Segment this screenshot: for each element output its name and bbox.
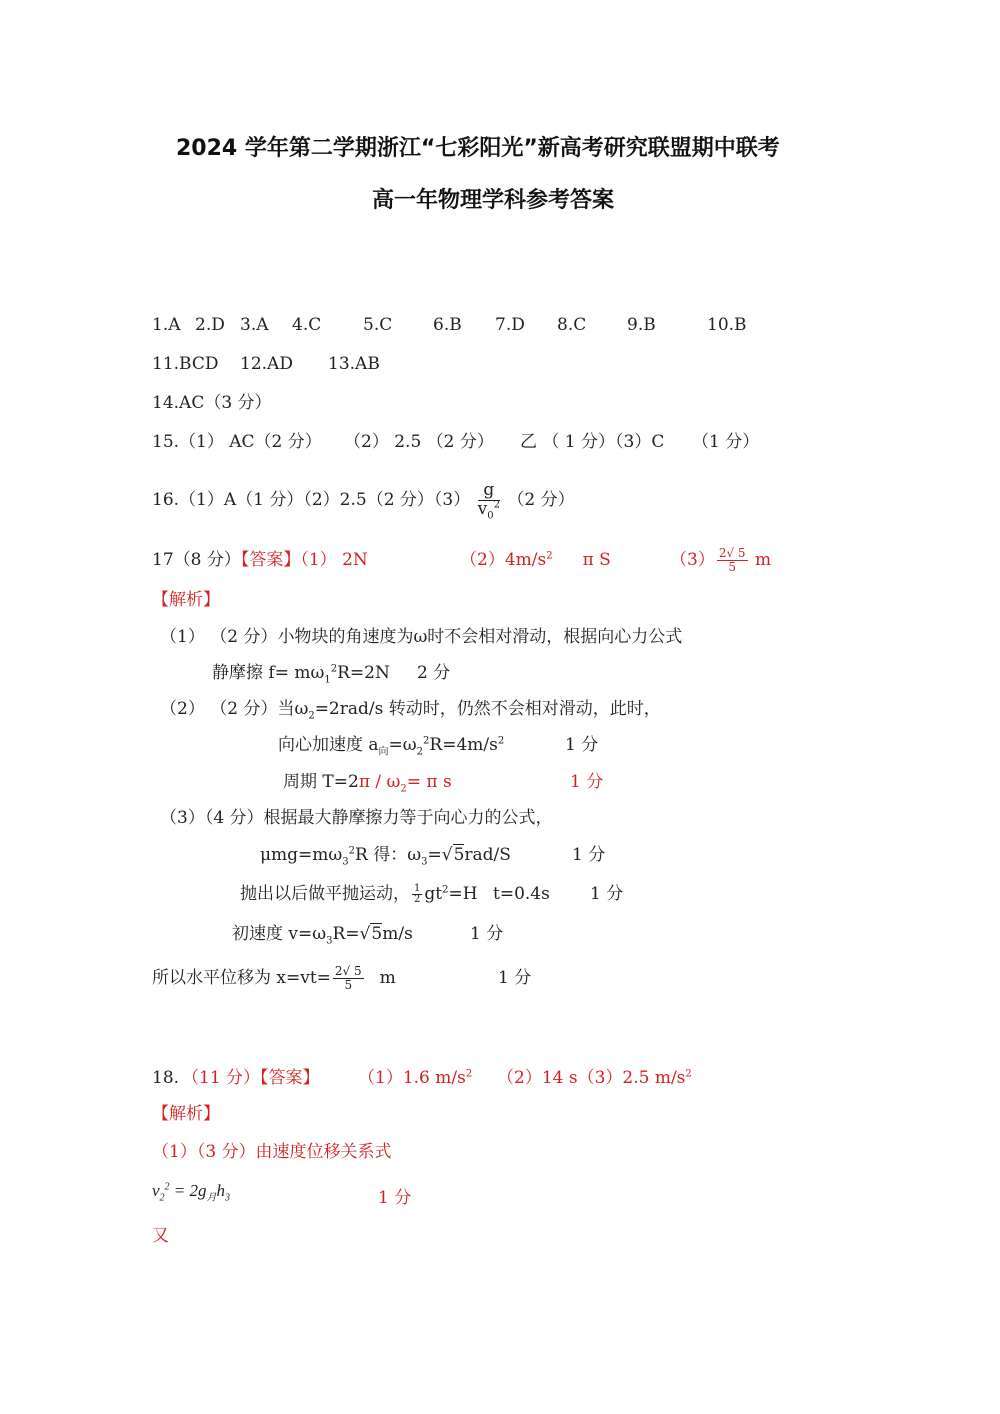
q17-a3-label: （3） (670, 550, 715, 570)
q17-a3-den: 5 (728, 560, 737, 574)
q18-answer-2 (497, 1070, 692, 1087)
mc-answer: 4.C (292, 315, 322, 335)
eq-text: m/s (382, 924, 413, 944)
frac-num: 2√ 5 (334, 964, 362, 979)
eq-text: = 2g (169, 1181, 207, 1200)
eq-text: gt (424, 884, 443, 904)
frac-den: 5 (344, 978, 353, 992)
eq-text-red: π / ω (358, 772, 401, 792)
eq-text: =ω (388, 735, 417, 755)
mc-answer: 9.B (627, 315, 656, 335)
mc-answer: 13.AB (328, 354, 380, 374)
mc-answer: 12.AD (240, 354, 293, 374)
title-line-2: 高一年物理学科参考答案 (372, 188, 615, 213)
q17-step-3-time: t=0.4s (493, 884, 550, 904)
eq-text: v (152, 1181, 160, 1200)
eq-text: R=2N (337, 663, 390, 683)
q17-step-2-eq-2 (283, 772, 452, 795)
q17-step-3-score-2: 1 分 (590, 884, 624, 904)
eq-unit: m (379, 968, 396, 988)
eq-text: R=4m/s (429, 735, 498, 755)
q16-frac-den: v (477, 499, 488, 519)
eq-sub: 2 (400, 783, 407, 795)
eq-sub: 2 (416, 746, 424, 758)
q17-a3-fraction (717, 547, 748, 573)
eq-text: h (216, 1181, 226, 1200)
q17-head: 17（8 分） (152, 550, 241, 570)
mc-answer: 7.D (495, 315, 525, 335)
eq-sup: 2 (497, 735, 505, 747)
mc-answer: 8.C (557, 315, 587, 335)
q17-step-2-score-2: 1 分 (570, 772, 604, 792)
eq-text: =H (448, 884, 478, 904)
eq-sub: 3 (225, 1192, 231, 1204)
q16-frac-num: g (478, 482, 500, 501)
mc-answer: 6.B (433, 315, 462, 335)
displacement-fraction (333, 965, 364, 991)
q17-answer-1: （1） 2N (300, 550, 368, 570)
mc-answer: 5.C (363, 315, 393, 335)
q17-a2-post: π S (582, 550, 611, 570)
q15-part-3: 乙 （ 1 分）（3）C (520, 432, 665, 452)
eq-sup: 2 (685, 1068, 692, 1080)
q16-fraction (477, 480, 501, 522)
title-line-1: 2024 学年第二学期浙江“七彩阳光”新高考研究联盟期中联考 (176, 136, 780, 161)
q17-analysis-heading: 【解析】 (152, 590, 220, 610)
eq-sub: 月 (206, 1192, 217, 1204)
q17-a2-text: （2）4m/s (460, 550, 547, 570)
q17-answer-line (152, 545, 368, 575)
q18-continuation: 又 (152, 1226, 169, 1246)
q17-step-2-score-1: 1 分 (565, 735, 599, 755)
eq-text: 静摩擦 f= mω (212, 663, 325, 683)
q15-part-2: （2） 2.5 （2 分） (344, 432, 494, 452)
eq-sup: 2 (348, 845, 356, 857)
frac-den: 2 (414, 894, 421, 905)
mc-answer: 2.D (195, 315, 225, 335)
q17-step-3-eq-1 (260, 845, 511, 868)
eq-sup: 2 (164, 1181, 170, 1193)
q18-equation (152, 1181, 231, 1204)
eq-radicand: 5 (453, 845, 465, 865)
q18-equation-score: 1 分 (378, 1188, 412, 1208)
eq-text: μmg=mω (260, 845, 343, 865)
q17-step-3: （3）（4 分）根据最大静摩擦力等于向心力的公式， (160, 808, 553, 828)
eq-sub: 2 (159, 1192, 165, 1204)
q17-step-2-eq-1 (278, 735, 505, 758)
q17-step-3-score-1: 1 分 (572, 845, 606, 865)
eq-sub: 3 (326, 935, 333, 947)
frac-num: 1 (414, 882, 421, 894)
q14-answer: 14.AC（3 分） (152, 393, 272, 413)
q18-answer-1 (358, 1070, 472, 1087)
eq-text: =2rad/s 转动时，仍然不会相对滑动，此时， (314, 699, 661, 719)
q17-step-3-eq-3 (232, 924, 413, 947)
q17-answer-2 (460, 545, 611, 575)
eq-text: （1）1.6 m/s (358, 1068, 466, 1088)
eq-text: R 得：ω (355, 845, 422, 865)
q16-line (152, 480, 575, 520)
q17-step-1-eq (212, 663, 390, 686)
q17-a2-sup: 2 (546, 550, 553, 562)
q18-step-1: （1）（3 分）由速度位移关系式 (152, 1142, 392, 1162)
q17-step-3-score-4: 1 分 (498, 968, 532, 988)
q17-step-3-eq-4 (152, 958, 396, 998)
eq-sub: 3 (421, 856, 428, 868)
q18-number: 18. (152, 1068, 180, 1088)
eq-text: rad/S (464, 845, 511, 865)
q17-step-1-score: 2 分 (417, 663, 451, 683)
q15-part-4: （1 分） (692, 432, 760, 452)
q17-answer-3 (670, 540, 771, 580)
q18-analysis-heading: 【解析】 (152, 1104, 220, 1124)
eq-text-red: = π s (406, 772, 452, 792)
eq-text: 所以水平位移为 x=vt= (152, 968, 331, 988)
q17-answer-tag: 【答案】 (240, 550, 301, 570)
eq-text: =√ (427, 845, 453, 865)
eq-text: 向心加速度 a (278, 735, 379, 755)
q15-part-1: 15.（1） AC（2 分） (152, 432, 322, 452)
eq-text: 初速度 v=ω (232, 924, 327, 944)
mc-answer: 10.B (707, 315, 747, 335)
eq-text: R=√ (332, 924, 371, 944)
q17-a3-num: 2√ 5 (718, 546, 746, 561)
eq-sup: 2 (423, 735, 430, 747)
q16-sub: 0 (487, 510, 494, 522)
q16-part-2: （2 分） (507, 490, 575, 510)
eq-sub: 向 (378, 746, 389, 758)
eq-radicand: 5 (371, 924, 383, 944)
q17-step-1: （1） （2 分）小物块的角速度为ω时不会相对滑动，根据向心力公式 (160, 627, 683, 647)
q17-a3-unit: m (754, 550, 772, 570)
half-fraction (412, 884, 422, 906)
mc-answer: 11.BCD (152, 354, 219, 374)
mc-answer: 1.A (152, 315, 181, 335)
eq-sub: 1 (324, 674, 331, 686)
eq-text: （2）14 s（3）2.5 m/s (497, 1068, 686, 1088)
q16-part-1: 16.（1）A（1 分）（2）2.5（2 分）（3） (152, 490, 471, 510)
eq-sub: 2 (308, 710, 315, 722)
eq-text: 周期 T=2 (283, 772, 359, 792)
eq-sup: 2 (465, 1068, 473, 1080)
eq-sub: 3 (342, 856, 349, 868)
eq-sup: 2 (330, 663, 338, 675)
eq-text: 抛出以后做平抛运动， (240, 884, 410, 904)
mc-answer: 3.A (240, 315, 269, 335)
q16-sup: 2 (493, 499, 501, 511)
q17-step-2 (160, 699, 661, 722)
q18-answer-head: （11 分）【答案】 (182, 1068, 320, 1088)
eq-text: （2） （2 分）当ω (160, 699, 309, 719)
q17-step-3-eq-2 (240, 874, 478, 914)
eq-sup: 2 (442, 884, 449, 896)
q17-step-3-score-3: 1 分 (470, 924, 504, 944)
